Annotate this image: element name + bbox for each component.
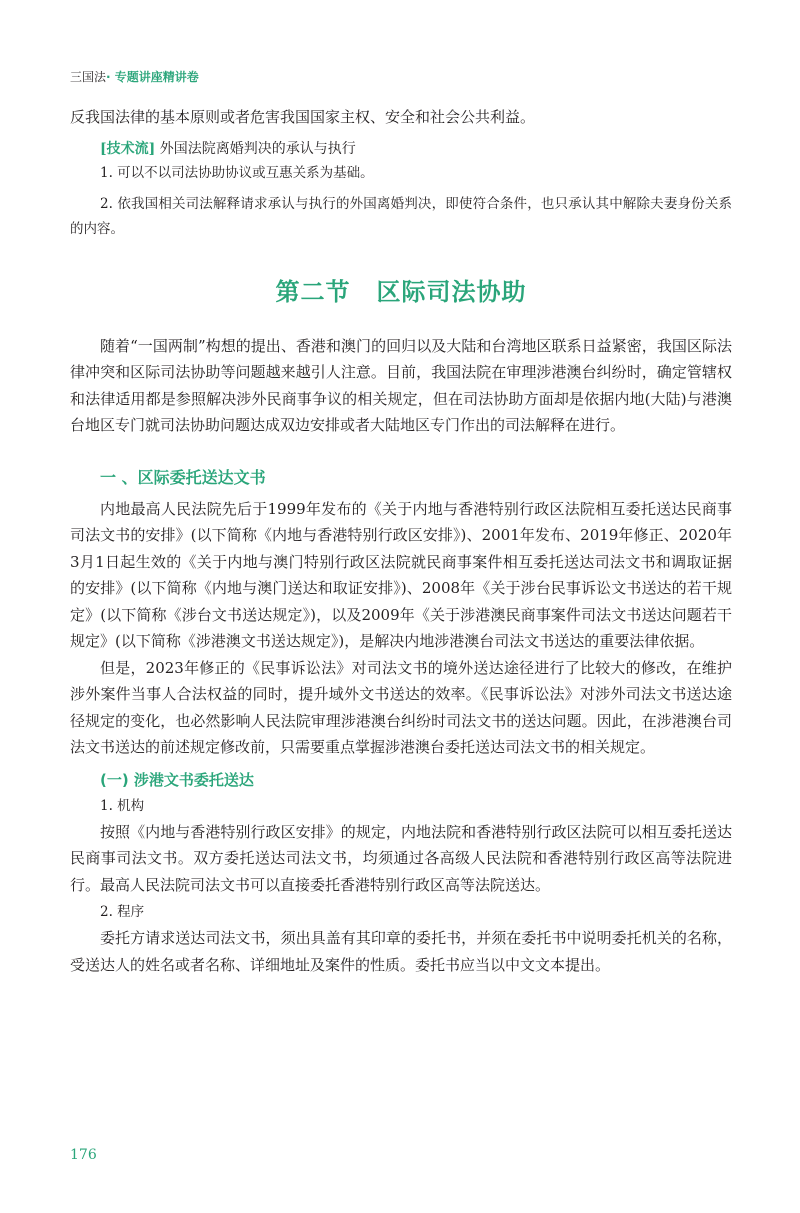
book-title: 三国法 <box>70 70 107 84</box>
subsection-heading: 一 、区际委托送达文书 <box>100 467 266 487</box>
body-paragraph: 内地最高人民法院先后于1999年发布的《关于内地与香港特别行政区法院相互委托送达民商事司法文书的安排》(以下简称《内地与香港特别行政区安排》)、2001年发布、2019年修正、2020年3月1日起生效的《关于内地与澳门特别行政区法院就民商事案件相互委托送达司法文书和调取证据的安排》(以下简称《内地与澳门送达和取证安排》)、2008年《关于涉台民事诉讼文书送达的若干规定》(以下简称《涉台文书送达规定》)，以及2009年《关于涉港澳民商事案件司法文书送达问题若干规定》(以下简称《涉港澳文书送达规定》)，是解决内地涉港澳台司法文书送达的重要法律依据。 <box>70 499 732 650</box>
page-content <box>70 104 732 978</box>
tech-note-item: 1. 可以不以司法协助协议或互惠关系为基础。 <box>100 164 374 181</box>
tech-note-item: 2. 依我国相关司法解释请求承认与执行的外国离婚判决，即使符合条件，也只承认其中解除夫妻身份关系的内容。 <box>70 195 732 237</box>
continued-paragraph: 反我国法律的基本原则或者危害我国国家主权、安全和社会公共利益。 <box>70 108 536 126</box>
body-paragraph: 按照《内地与香港特别行政区安排》的规定，内地法院和香港特别行政区法院可以相互委托送达民商事司法文书。双方委托送达司法文书，均须通过各高级人民法院和香港特别行政区高等法院进行。最高人民法院司法文书可以直接委托香港特别行政区高等法院送达。 <box>70 822 732 894</box>
item-label: 2. 程序 <box>100 904 145 920</box>
intro-paragraph: 随着“一国两制”构想的提出、香港和澳门的回归以及大陆和台湾地区联系日益紧密，我国区际法律冲突和区际司法协助等问题越来越引人注意。目前，我国法院在审理涉港澳台纠纷时，确定管辖权和法律适用都是参照解决涉外民商事争议的相关规定，但在司法协助方面却是依据内地(大陆)与港澳台地区专门就司法协助问题达成双边安排或者大陆地区专门作出的司法解释在进行。 <box>70 336 732 434</box>
tech-note <box>70 137 732 242</box>
tech-note-tag: [技术流] <box>100 140 156 157</box>
body-paragraph: 但是，2023年修正的《民事诉讼法》对司法文书的境外送达途径进行了比较大的修改，在维护涉外案件当事人合法权益的同时，提升域外文书送达的效率。《民事诉讼法》对涉外司法文书送达途径规定的变化，也必然影响人民法院审理涉港澳台纠纷时司法文书的送达问题。因此，在涉港澳台司法文书送达的前述规定修改前，只需要重点掌握涉港澳台委托送达司法文书的相关规定。 <box>70 658 732 756</box>
section-title <box>70 272 732 307</box>
tech-note-heading <box>70 137 732 161</box>
section-name: 区际司法协助 <box>376 277 527 306</box>
series-title: · 专题讲座精讲卷 <box>106 70 199 84</box>
body-paragraph: 委托方请求送达司法文书，须出具盖有其印章的委托书，并须在委托书中说明委托机关的名称，受送达人的姓名或者名称、详细地址及案件的性质。委托书应当以中文文本提出。 <box>70 929 732 974</box>
item-label: 1. 机构 <box>100 797 145 814</box>
running-header <box>70 68 199 85</box>
sub-subsection-heading: (一) 涉港文书委托送达 <box>100 770 254 789</box>
tech-note-title: 外国法院离婚判决的承认与执行 <box>159 140 356 157</box>
page-number: 176 <box>70 1147 97 1163</box>
section-number: 第二节 <box>275 277 351 306</box>
